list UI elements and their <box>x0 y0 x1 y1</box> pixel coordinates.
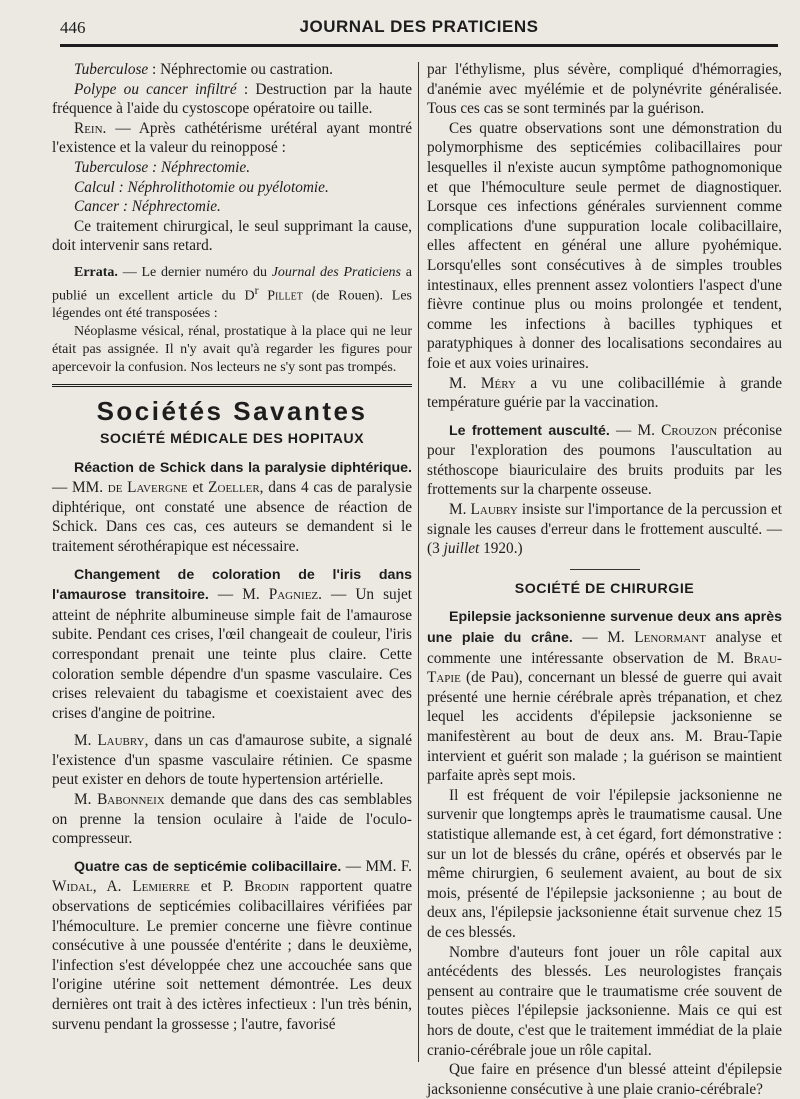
page-header <box>60 14 778 44</box>
paragraph: M. Babonneix demande que dans des cas semblables on prenne la tension oculaire à l'aide de l'oculo-compresseur. <box>52 791 412 848</box>
paragraph: Il est fréquent de voir l'épilepsie jacksonienne ne survenir que longtemps après le traumatisme causal. Une statistique allemande est, à cet égard, fort démonstrative : sur un lot de blessés du crâne, opérés et observés par le même chirurgien, 6 seulement avaient, au bout de six mois, présenté de l'épilepsie jacksonienne ; au bout de deux ans, l'épilepsie jacksonienne était survenue chez 15 de ces blessés. <box>427 786 782 941</box>
left-column <box>52 60 412 1034</box>
paragraph: Que faire en présence d'un blessé atteint d'épilepsie jacksonienne consécutive à une plaie cranio-cérébrale? <box>427 1061 782 1098</box>
journal-title: JOURNAL DES PRATICIENS <box>299 17 539 36</box>
paragraph: Tuberculose : Néphrectomie. <box>74 158 251 176</box>
paragraph: par l'éthylisme, plus sévère, compliqué d'hémorragies, d'anémie avec myélémie et de polynévrite généralisée. Tous ces cas se sont terminés par la guérison. <box>427 61 782 118</box>
paragraph: Calcul : Néphrolithotomie ou pyélotomie. <box>74 178 329 196</box>
column-divider <box>418 62 419 1062</box>
article: Changement de coloration de l'iris dans l'amaurose transitoire. — M. Pagniez. — Un sujet atteint de néphrite albumineuse simple fait de l'amaurose subite. Pendant ces crises, l'œil changeait de couleur, l'iris correspondant prenait une teinte plus claire. Cette coloration semble dépendre d'un spasme vasculaire. Ces crises relevaient du tabagisme et coexistaient avec des crises d'angine de poitrine. <box>52 566 412 722</box>
right-column <box>427 60 782 1099</box>
paragraph: M. Laubry, dans un cas d'amaurose subite, a signalé l'existence d'un spasme vasculaire rétinien. Ce spasme peut exister en dehors de toute hypertension artérielle. <box>52 732 413 789</box>
article: Réaction de Schick dans la paralysie diphtérique. — MM. de Lavergne et Zoeller, dans 4 cas de paralysie diphtérique, ont constaté une absence de réaction de Schick. Dans ces cas, ces auteurs se demandent si le traitement sérothérapique est nécessaire. <box>52 459 412 555</box>
errata-text: Néoplasme vésical, rénal, prostatique à la place qui ne leur était pas assignée. Il n'y avait qu'à regarder les figures pour apercevoir la confusion. Nos lecteurs ne s'y sont pas trompés. <box>52 323 412 375</box>
paragraph: Ce traitement chirurgical, le seul supprimant la cause, doit intervenir sans retard. <box>52 217 412 255</box>
article: Le frottement ausculté. — M. Crouzon préconise pour l'exploration des poumons l'auscultation au stéthoscope biauriculaire des bruits produits par les frottements sur la charpente osseuse. <box>427 421 783 499</box>
header-rule <box>60 44 778 47</box>
section-separator <box>570 569 640 570</box>
paragraph: M. Laubry insiste sur l'importance de la percussion et signale les causes d'erreur dans le frottement ausculté. — (3 juillet 1920.) <box>427 501 783 558</box>
errata-notice: Errata. — Le dernier numéro du Journal des Praticiens a publié un excellent article du $D^r$ Pillet (de Rouen). Les légendes ont été transposées : <box>52 264 412 322</box>
paragraph: Rein. — Après cathétérisme urétéral ayant montré l'existence et la valeur du reinopposé : <box>52 119 412 157</box>
article: Quatre cas de septicémie colibacillaire. — MM. F. Widal, A. Lemierre et P. Brodin rapportent quatre observations de septicémies colibacillaires vérifiées par l'hémoculture. Le premier concerne une fièvre continue consécutive à une poussée d'entérite ; dans le deuxième, l'infection s'est développée chez une accouchée sans que l'origine utérine soit nettement démontrée. Les deux dernières ont trait à des ictères infectieux : l'un très bénin, survenu pendant la grossesse ; l'autre, favorisé <box>52 857 412 1033</box>
paragraph: Nombre d'auteurs font jouer un rôle capital aux antécédents des blessés. Les neurologistes français pensent au contraire que le traumatisme crée souvent de toutes pièces l'épilepsie jacksonienne. Mais ce qui est hors de doute, c'est que le traitement immédiat de la plaie cranio-cérébrale joue un rôle capital. <box>427 943 782 1059</box>
article: Epilepsie jacksonienne survenue deux ans après une plaie du crâne. — M. Lenormant analyse et commente une intéressante observation de M. Brau-Tapie (de Pau), concernant un blessé de guerre qui avait présenté une hernie cérébrale après trépanation, et chez lequel les accidents d'épilepsie jacksonienne se manifestèrent au bout de deux ans. M. Brau-Tapie intervient et guérit son malade ; la guérison se maintient parfaite après sept mois. <box>427 609 783 785</box>
paragraph: Tuberculose : Néphrectomie ou castration. <box>74 61 333 78</box>
paragraph: M. Méry a vu une colibacillémie à grande température guérie par la vaccination. <box>427 374 782 412</box>
page-number: 446 <box>60 18 86 37</box>
paragraph: Polype ou cancer infiltré : Destruction par la haute fréquence à l'aide du cystoscope opératoire ou taille. <box>52 80 413 118</box>
paragraph: Cancer : Néphrectomie. <box>74 198 221 216</box>
society-title: SOCIÉTÉ DE CHIRURGIE <box>514 580 695 597</box>
section-rule <box>52 384 412 390</box>
society-title: SOCIÉTÉ MÉDICALE DES HOPITAUX <box>99 430 365 447</box>
paragraph: Ces quatre observations sont une démonstration du polymorphisme des septicémies colibacillaires pour lesquelles il n'existe aucun symptôme pathognomonique et que l'hémoculture seule permet de diagnostiquer. Lorsque ces infections générales surviennent comme complications d'une suppuration locale colibacillaire, elles affectent en général une allure pyohémique. Lorsqu'elles sont consécutives à de simples troubles intestinaux, elles prennent assez volontiers l'aspect d'une fièvre continue plus ou moins prolongée et tendent, comme les infections à bacilles typhiques et paratyphiques à donner des localisations secondaires au foie et aux voies urinaires. <box>427 119 782 372</box>
section-title: Sociétés Savantes <box>96 396 368 427</box>
